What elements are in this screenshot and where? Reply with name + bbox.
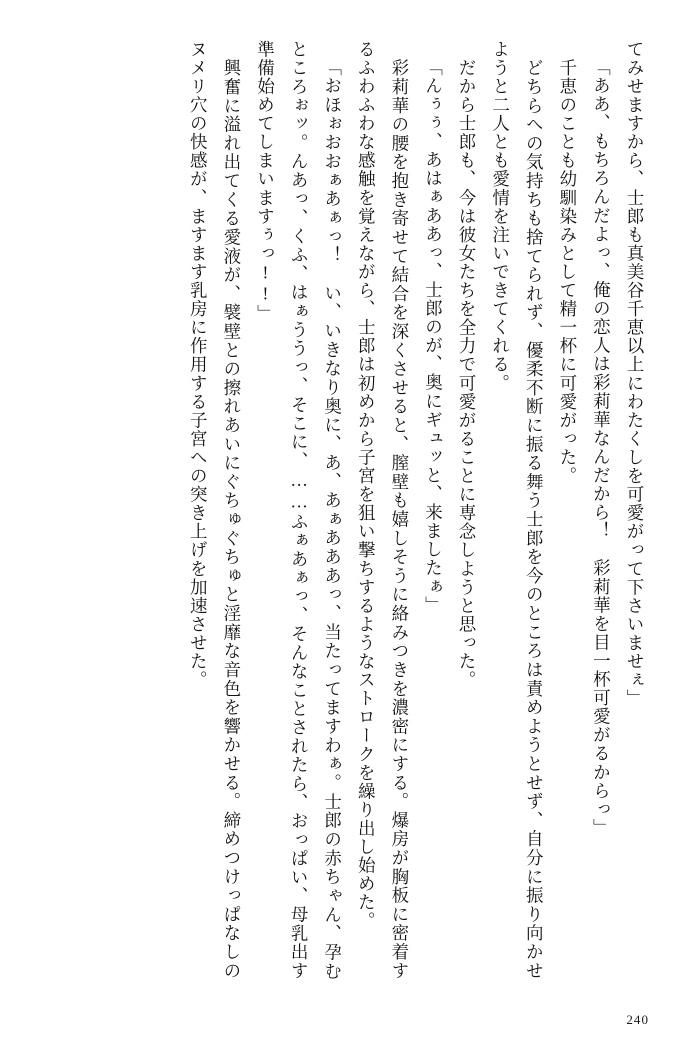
paragraph: 「おほぉおおぁあぁっ！ い、いきなり奥に、あ、あぁあああっ、当たってますわぁ。士郎の赤ちゃん、孕むところぉッ。んあっ、くふ、はぁううっ、そこに、……ふぁあぁっ、そんなことされたら、おっぱい、母乳出す準備始めてしまいますぅっ!!」 xyxy=(255,40,343,980)
paragraph: 興奮に溢れ出てくる愛液が、襞壁との擦れあいにぐちゅぐちゅと淫靡な音色を響かせる。締めつけっぱなしのヌメリ穴の快感が、ますます乳房に作用する子宮への突き上げを加速させた。 xyxy=(188,40,242,980)
paragraph: 彩莉華の腰を抱き寄せて結合を深くさせると、膣壁も嬉しそうに絡みつきを濃密にする。爆房が胸板に密着するふわふわな感触を覚えながら、士郎は初めから子宮を狙い撃ちするようなストロークを繰り出し始めた。 xyxy=(356,40,410,980)
paragraph: どちらへの気持ちも捨てられず、優柔不断に振る舞う士郎を今のところは責めようとせず、自分に振り向かせようと二人とも愛情を注いできてくれる。 xyxy=(490,40,545,980)
paragraph: だから士郎も、今は彼女たちを全力で可愛がることに専念しようと思った。 xyxy=(457,40,478,690)
paragraph: 千恵のことも幼馴染みとして精一杯に可愛がった。 xyxy=(557,40,578,486)
page-number: 240 xyxy=(626,1012,649,1027)
paragraph: 「んぅぅ、あはぁああっ、士郎のが、奥にギュッと、来ましたぁ」 xyxy=(423,57,444,614)
paragraph: てみせますから、士郎も真美谷千恵以上にわたくしを可愛がって下さいませぇ」 xyxy=(625,40,645,708)
vertical-text-body xyxy=(46,40,651,980)
paragraph: 「ああ、もちろんだよっ、俺の恋人は彩莉華なんだから！ 彩莉華を目一杯可愛がるからっ」 xyxy=(591,57,612,837)
